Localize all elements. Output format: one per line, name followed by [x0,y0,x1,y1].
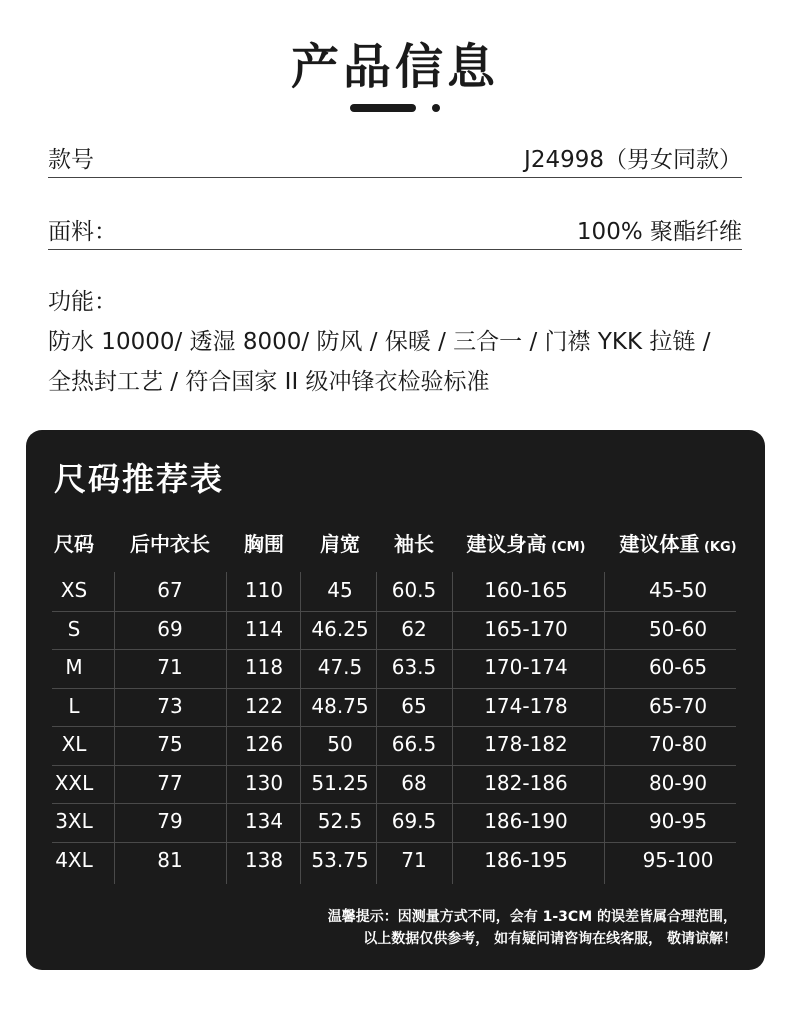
cell-chest: 138 [244,847,284,872]
header-shoulder [320,528,360,557]
cell-back-length: 73 [157,693,183,718]
cell-sleeve: 60.5 [391,578,437,602]
column-divider [452,572,453,884]
title-underline-bar [350,104,416,112]
column-divider [300,572,301,884]
cell-sleeve: 65 [401,693,427,718]
cell-back-length: 69 [157,616,183,641]
cell-chest: 114 [244,616,284,641]
fabric-row [48,209,742,250]
title-decoration [350,104,450,112]
fabric-value: 100% 聚酯纤维 [576,219,742,245]
cell-chest: 134 [244,809,284,833]
cell-sleeve: 68 [401,770,427,795]
column-divider [604,572,605,884]
cell-back-length: 71 [157,655,183,679]
size-chart-title: 尺码推荐表 [54,460,225,498]
function-section [48,282,758,402]
cell-sleeve: 69.5 [391,809,437,833]
row-divider [52,803,736,804]
row-divider [52,842,736,843]
cell-sleeve: 62 [401,616,427,641]
function-label: 功能： [48,289,117,315]
cell-weight: 70-80 [648,732,708,756]
header-weight-unit: (KG) [699,540,737,555]
cell-weight: 95-100 [642,847,714,872]
cell-shoulder: 53.75 [311,847,369,872]
cell-height: 186-190 [484,809,568,833]
style-number-value: J24998（男女同款） [524,147,742,173]
header-height-text: 建议身高 [466,532,547,556]
cell-back-length: 67 [157,578,183,602]
header-size-text: 尺码 [54,532,94,556]
cell-height: 170-174 [484,655,568,679]
row-divider [52,765,736,766]
row-divider [52,688,736,689]
cell-size: XL [61,732,87,756]
cell-weight: 80-90 [648,770,708,795]
cell-back-length: 81 [157,847,183,872]
cell-back-length: 77 [157,770,183,795]
cell-height: 178-182 [484,732,568,756]
header-height [467,528,586,557]
cell-height: 174-178 [484,693,568,718]
style-number-label: 款号 [48,147,94,173]
cell-shoulder: 52.5 [317,809,363,833]
fabric-label: 面料： [48,219,117,245]
cell-chest: 122 [244,693,284,718]
cell-chest: 118 [244,655,284,679]
column-divider [226,572,227,884]
cell-sleeve: 66.5 [391,732,437,756]
header-back-length-text: 后中衣长 [130,532,210,556]
cell-shoulder: 51.25 [311,770,369,795]
cell-weight: 60-65 [648,655,708,679]
cell-shoulder: 48.75 [311,693,369,718]
cell-weight: 90-95 [648,809,708,833]
cell-size: M [65,655,83,679]
cell-shoulder: 45 [327,578,353,602]
cell-height: 160-165 [484,578,568,602]
cell-back-length: 79 [157,809,183,833]
cell-chest: 126 [244,732,284,756]
cell-chest: 110 [244,578,284,602]
header-chest [244,528,284,557]
header-size [54,528,94,557]
cell-size: XXL [54,770,94,795]
cell-sleeve: 63.5 [391,655,437,679]
cell-size: 3XL [55,809,93,833]
cell-back-length: 75 [157,732,183,756]
header-sleeve-text: 袖长 [394,532,434,556]
cell-shoulder: 46.25 [311,616,369,641]
function-line-2: 全热封工艺 / 符合国家 II 级冲锋衣检验标准 [48,369,490,395]
size-note-line-1: 温馨提示：因测量方式不同，会有 1-3CM 的误差皆属合理范围， [327,909,737,925]
cell-size: XS [60,578,88,602]
cell-chest: 130 [244,770,284,795]
cell-sleeve: 71 [401,847,427,872]
function-line-1: 防水 10000/ 透湿 8000/ 防风 / 保暖 / 三合一 / 门襟 YKK 拉链 / [48,329,711,355]
header-weight [619,528,736,557]
cell-weight: 45-50 [648,578,708,602]
header-shoulder-text: 肩宽 [320,532,360,556]
column-divider [376,572,377,884]
header-back-length [130,528,210,557]
page-title: 产品信息 [290,39,499,95]
cell-size: L [68,693,80,718]
cell-weight: 50-60 [648,616,708,641]
row-divider [52,649,736,650]
size-chart-panel [26,430,765,970]
cell-height: 165-170 [484,616,568,641]
cell-weight: 65-70 [648,693,708,718]
row-divider [52,611,736,612]
cell-height: 182-186 [484,770,568,795]
cell-height: 186-195 [484,847,568,872]
cell-size: S [67,616,81,641]
header-chest-text: 胸围 [244,532,284,556]
title-underline-dot [432,104,440,112]
size-note [328,906,737,950]
row-divider [52,726,736,727]
size-note-line-2: 以上数据仅供参考， 如有疑问请咨询在线客服， 敬请谅解！ [363,931,737,947]
cell-shoulder: 50 [327,732,353,756]
style-number-row [48,137,742,178]
header-height-unit: (CM) [546,540,586,555]
cell-shoulder: 47.5 [317,655,363,679]
column-divider [114,572,115,884]
header-weight-text: 建议体重 [619,532,700,556]
header-sleeve [394,528,434,557]
cell-size: 4XL [55,847,93,872]
